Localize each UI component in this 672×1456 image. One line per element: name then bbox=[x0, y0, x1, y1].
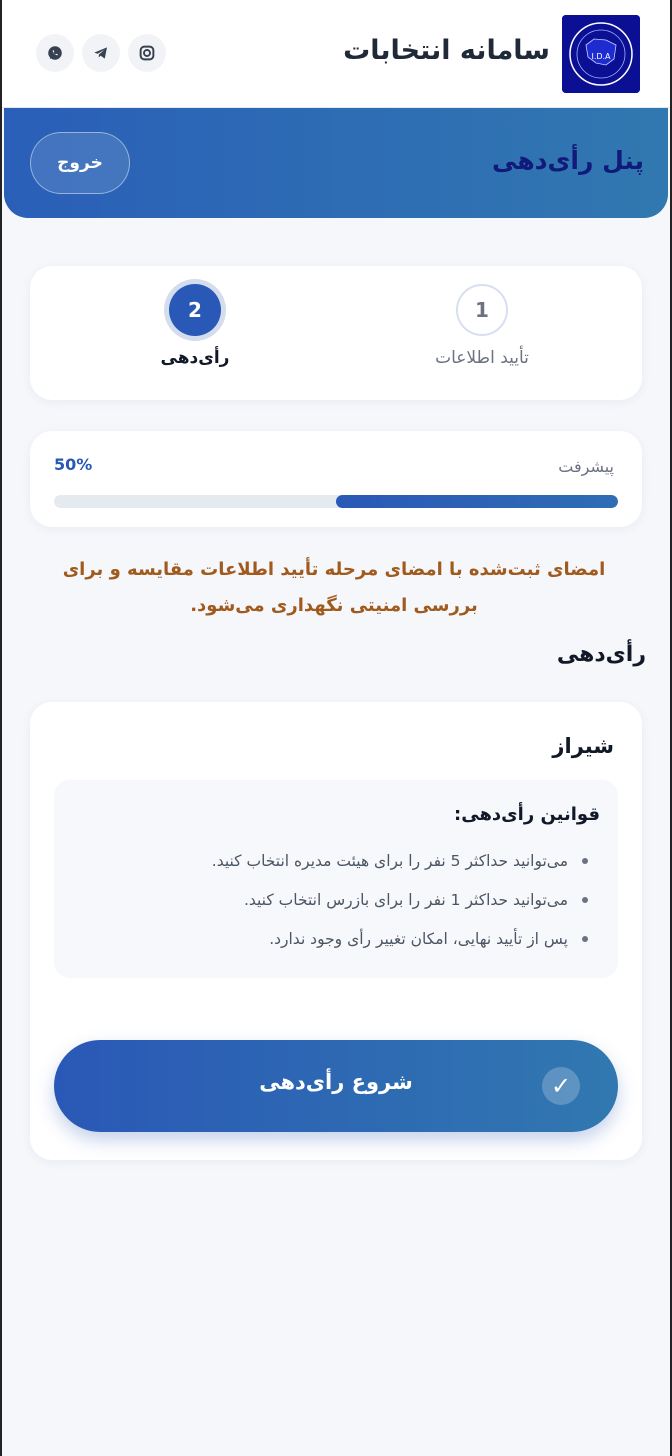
city-name: شیراز bbox=[552, 734, 614, 758]
progress-card bbox=[30, 431, 642, 527]
step-number: 2 bbox=[169, 284, 221, 336]
step-label: رأی‌دهی bbox=[160, 348, 230, 368]
voting-rules-box bbox=[54, 780, 618, 978]
progress-label: پیشرفت bbox=[558, 457, 614, 476]
start-voting-label: شروع رأی‌دهی bbox=[259, 1070, 413, 1094]
step-voting bbox=[120, 284, 270, 368]
telegram-button[interactable] bbox=[82, 34, 120, 72]
app-title: سامانه انتخابات bbox=[343, 35, 550, 66]
rule-item: می‌توانید حداکثر 1 نفر را برای بازرس انتخاب کنید. bbox=[70, 887, 590, 926]
whatsapp-button[interactable] bbox=[36, 34, 74, 72]
progress-fill bbox=[336, 495, 618, 508]
top-header bbox=[2, 0, 670, 108]
voting-card bbox=[30, 702, 642, 1160]
rules-title: قوانین رأی‌دهی: bbox=[454, 804, 600, 825]
step-label: تأیید اطلاعات bbox=[435, 348, 529, 368]
social-links bbox=[36, 34, 166, 72]
steps-card bbox=[30, 266, 642, 400]
signature-notice: امضای ثبت‌شده با امضای مرحله تأیید اطلاعات مقایسه و برای بررسی امنیتی نگهداری می‌شود. bbox=[62, 559, 606, 616]
rules-list bbox=[70, 848, 590, 965]
check-icon: ✓ bbox=[542, 1067, 580, 1105]
step-verify-info bbox=[407, 284, 557, 368]
instagram-icon bbox=[138, 44, 156, 62]
logo-emblem bbox=[562, 15, 640, 93]
start-voting-button[interactable] bbox=[54, 1040, 618, 1132]
step-number: 1 bbox=[456, 284, 508, 336]
instagram-button[interactable] bbox=[128, 34, 166, 72]
rule-item: پس از تأیید نهایی، امکان تغییر رأی وجود ندارد. bbox=[70, 926, 590, 965]
telegram-icon bbox=[92, 44, 110, 62]
progress-value: 50% bbox=[54, 455, 93, 474]
whatsapp-icon bbox=[46, 44, 64, 62]
progress-bar bbox=[54, 495, 618, 508]
logo-text: I.D.A bbox=[591, 52, 611, 61]
panel-title: پنل رأی‌دهی bbox=[492, 146, 644, 175]
logout-button[interactable]: خروج bbox=[30, 132, 130, 194]
logo[interactable] bbox=[562, 15, 640, 93]
rule-item: می‌توانید حداکثر 5 نفر را برای هیئت مدیره انتخاب کنید. bbox=[70, 848, 590, 887]
section-title: رأی‌دهی bbox=[556, 642, 646, 667]
panel-banner bbox=[4, 108, 668, 218]
